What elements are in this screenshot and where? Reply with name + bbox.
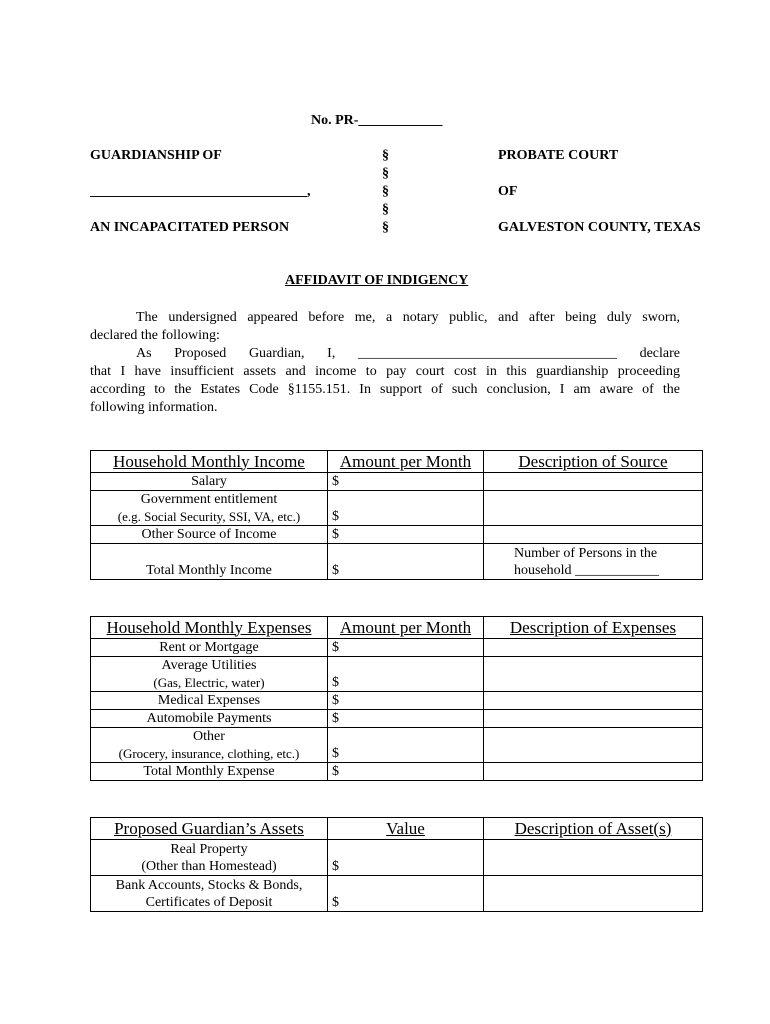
table-header-row [91, 617, 703, 639]
table-row [91, 763, 703, 781]
other-expense-note: (Grocery, insurance, clothing, etc.) [118, 746, 300, 761]
table-row [91, 491, 703, 526]
table-row [91, 526, 703, 544]
case-number: No. PR-____________ [311, 113, 443, 128]
salary-label: Salary [91, 473, 328, 491]
total-expense-description[interactable] [484, 763, 703, 781]
section-mark: § [382, 220, 389, 235]
gov-label-note: (e.g. Social Security, SSI, VA, etc.) [117, 509, 301, 524]
section-mark: § [382, 202, 389, 217]
other-income-label: Other Source of Income [91, 526, 328, 544]
utilities-description[interactable] [484, 657, 703, 692]
asset-description-header: Description of Asset(s) [514, 818, 672, 838]
incapacitated-person-label: AN INCAPACITATED PERSON [90, 220, 290, 235]
body-line: The undersigned appeared before me, a notary public, and after being duly sworn, [136, 310, 680, 325]
assets-header: Proposed Guardian’s Assets [114, 818, 304, 838]
bank-accounts-value[interactable]: $ [328, 876, 484, 912]
body-line: declared the following: [90, 328, 220, 343]
real-property-description[interactable] [484, 840, 703, 876]
utilities-label: Average Utilities [161, 658, 257, 673]
bank-accounts-note: Certificates of Deposit [145, 895, 273, 910]
other-expense-label: Other [193, 729, 225, 744]
expenses-header: Household Monthly Expenses [106, 617, 312, 637]
county-label: GALVESTON COUNTY, TEXAS [498, 220, 701, 235]
income-table [90, 450, 703, 580]
body-line: according to the Estates Code §1155.151. In support of such conclusion, I am aware of the [90, 382, 680, 397]
table-header-row [91, 451, 703, 473]
rent-label: Rent or Mortgage [91, 639, 328, 657]
expense-description-header: Description of Expenses [509, 617, 677, 637]
table-row [91, 657, 703, 692]
guardianship-of-label: GUARDIANSHIP OF [90, 148, 222, 163]
table-row [91, 840, 703, 876]
section-mark: § [382, 184, 389, 199]
table-header-row [91, 818, 703, 840]
gov-label: Government entitlement [140, 492, 278, 507]
real-property-label: Real Property [170, 842, 248, 857]
table-row [91, 876, 703, 912]
medical-label: Medical Expenses [91, 692, 328, 710]
of-label: OF [498, 184, 518, 199]
document-title: AFFIDAVIT OF INDIGENCY [285, 273, 469, 288]
total-income-label: Total Monthly Income [91, 544, 328, 580]
table-row [91, 728, 703, 763]
section-mark: § [382, 148, 389, 163]
expense-table [90, 616, 703, 781]
table-row [91, 692, 703, 710]
rent-description[interactable] [484, 639, 703, 657]
gov-amount[interactable]: $ [328, 491, 484, 526]
table-row [91, 473, 703, 491]
rent-amount[interactable]: $ [328, 639, 484, 657]
persons-label: Number of Persons in the [514, 546, 658, 561]
probate-court-label: PROBATE COURT [498, 148, 619, 163]
utilities-note: (Gas, Electric, water) [153, 675, 265, 690]
amount-header: Amount per Month [339, 617, 472, 637]
table-row [91, 639, 703, 657]
total-expense-amount[interactable]: $ [328, 763, 484, 781]
bank-accounts-label: Bank Accounts, Stocks & Bonds, [115, 878, 303, 893]
body-line: following information. [90, 400, 218, 415]
other-expense-description[interactable] [484, 728, 703, 763]
gov-description[interactable] [484, 491, 703, 526]
medical-amount[interactable]: $ [328, 692, 484, 710]
other-income-description[interactable] [484, 526, 703, 544]
real-property-value[interactable]: $ [328, 840, 484, 876]
utilities-amount[interactable]: $ [328, 657, 484, 692]
table-row [91, 544, 703, 580]
auto-description[interactable] [484, 710, 703, 728]
other-income-amount[interactable]: $ [328, 526, 484, 544]
real-property-note: (Other than Homestead) [141, 859, 277, 874]
salary-description[interactable] [484, 473, 703, 491]
auto-amount[interactable]: $ [328, 710, 484, 728]
salary-amount[interactable]: $ [328, 473, 484, 491]
body-line: As Proposed Guardian, I, _____________________________________ declare [136, 346, 680, 361]
medical-description[interactable] [484, 692, 703, 710]
section-mark: § [382, 166, 389, 181]
source-header: Description of Source [518, 451, 668, 471]
income-header: Household Monthly Income [113, 451, 305, 471]
amount-header: Amount per Month [339, 451, 472, 471]
ward-name-blank: _______________________________, [90, 184, 311, 199]
body-line: that I have insufficient assets and income to pay court cost in this guardianship proceeding [90, 364, 680, 379]
table-row [91, 710, 703, 728]
total-expense-label: Total Monthly Expense [91, 763, 328, 781]
value-header: Value [386, 818, 425, 838]
persons-field[interactable]: household ____________ [514, 563, 660, 578]
bank-accounts-description[interactable] [484, 876, 703, 912]
other-expense-amount[interactable]: $ [328, 728, 484, 763]
auto-label: Automobile Payments [91, 710, 328, 728]
assets-table [90, 817, 703, 912]
total-income-amount[interactable]: $ [328, 544, 484, 580]
